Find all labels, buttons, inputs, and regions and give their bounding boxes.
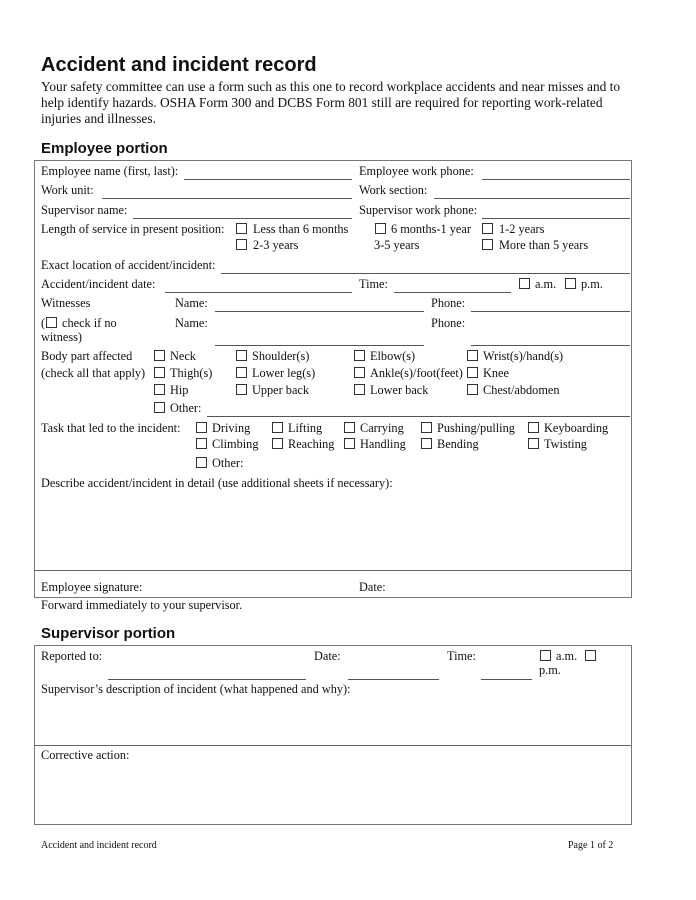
body-part-option: Wrist(s)/hand(s) xyxy=(483,349,564,363)
body-part-option: Elbow(s) xyxy=(370,349,416,363)
task-option: Lifting xyxy=(288,421,323,435)
service-less-6mo-checkbox[interactable] xyxy=(236,223,247,234)
body-part-option: Other: xyxy=(170,401,202,415)
reported-to-field[interactable] xyxy=(108,679,306,680)
supervisor-pm-label: p.m. xyxy=(539,663,561,677)
am-label: a.m. xyxy=(535,277,557,291)
employee-name-field[interactable] xyxy=(184,179,352,180)
signature-date-field[interactable] xyxy=(392,576,622,594)
page-title: Accident and incident record xyxy=(41,54,317,76)
am-checkbox[interactable] xyxy=(519,278,530,289)
task-option: Other: xyxy=(212,456,244,470)
employee-name-label: Employee name (first, last): xyxy=(41,164,179,178)
body-part-option: Chest/abdomen xyxy=(483,383,560,397)
task-option: Keyboarding xyxy=(544,421,609,435)
body-part-option: Hip xyxy=(170,383,189,397)
supervisor-work-phone-field[interactable] xyxy=(482,218,630,219)
body-knee-checkbox[interactable] xyxy=(467,367,478,378)
body-shoulder-checkbox[interactable] xyxy=(236,350,247,361)
service-option-label: 2-3 years xyxy=(253,238,299,252)
work-section-field[interactable] xyxy=(434,198,630,199)
body-part-option: Knee xyxy=(483,366,509,380)
intro-paragraph: Your safety committee can use a form such as this one to record workplace accidents and near misses and to help identify hazards. OSHA Form 300 and DCBS Form 801 still are required for reporting work-related injuries and illnesses. xyxy=(41,79,621,126)
supervisor-date-field[interactable] xyxy=(348,679,439,680)
task-climbing-checkbox[interactable] xyxy=(196,438,207,449)
incident-time-label: Time: xyxy=(359,277,388,291)
witness2-name-label: Name: xyxy=(175,316,208,330)
describe-textarea[interactable] xyxy=(41,492,626,568)
service-option-label: Less than 6 months xyxy=(253,222,349,236)
task-driving-checkbox[interactable] xyxy=(196,422,207,433)
witness1-name-field[interactable] xyxy=(215,311,424,312)
supervisor-date-label: Date: xyxy=(314,649,341,663)
incident-time-field[interactable] xyxy=(394,292,511,293)
divider xyxy=(34,570,631,571)
task-carrying-checkbox[interactable] xyxy=(344,422,355,433)
body-lower-leg-checkbox[interactable] xyxy=(236,367,247,378)
location-field[interactable] xyxy=(221,273,630,274)
work-unit-label: Work unit: xyxy=(41,183,94,197)
supervisor-description-textarea[interactable] xyxy=(41,698,626,742)
task-option: Bending xyxy=(437,437,479,451)
task-option: Reaching xyxy=(288,437,335,451)
witness2-phone-label: Phone: xyxy=(431,316,466,330)
body-part-option: Upper back xyxy=(252,383,310,397)
task-option: Twisting xyxy=(544,437,587,451)
service-option-label: 3-5 years xyxy=(374,238,420,252)
witness1-phone-label: Phone: xyxy=(431,296,466,310)
body-thigh-checkbox[interactable] xyxy=(154,367,165,378)
no-witness-label-cont: witness) xyxy=(41,330,82,344)
task-reaching-checkbox[interactable] xyxy=(272,438,283,449)
reported-to-label: Reported to: xyxy=(41,649,103,663)
body-wrist-hand-checkbox[interactable] xyxy=(467,350,478,361)
body-neck-checkbox[interactable] xyxy=(154,350,165,361)
body-other-field[interactable] xyxy=(207,416,630,417)
body-chest-abdomen-checkbox[interactable] xyxy=(467,384,478,395)
supervisor-description-label: Supervisor’s description of incident (what happened and why): xyxy=(41,682,351,696)
service-over-5yr-checkbox[interactable] xyxy=(482,239,493,250)
service-6mo-1yr-checkbox[interactable] xyxy=(375,223,386,234)
no-witness-checkbox[interactable] xyxy=(46,317,57,328)
service-option-label: 6 months-1 year xyxy=(391,222,471,236)
witnesses-label: Witnesses xyxy=(41,296,91,310)
corrective-action-label: Corrective action: xyxy=(41,748,130,762)
no-witness-label: check if no xyxy=(62,316,117,330)
body-upper-back-checkbox[interactable] xyxy=(236,384,247,395)
supervisor-name-label: Supervisor name: xyxy=(41,203,128,217)
work-section-label: Work section: xyxy=(359,183,428,197)
supervisor-am-label: a.m. xyxy=(556,649,578,663)
witness2-phone-field[interactable] xyxy=(471,345,630,346)
location-label: Exact location of accident/incident: xyxy=(41,258,216,272)
body-elbow-checkbox[interactable] xyxy=(354,350,365,361)
body-part-option: Neck xyxy=(170,349,196,363)
employee-signature-field[interactable] xyxy=(150,576,350,594)
corrective-action-textarea[interactable] xyxy=(41,764,626,820)
service-length-label: Length of service in present position: xyxy=(41,222,225,236)
body-other-checkbox[interactable] xyxy=(154,402,165,413)
body-part-option: Lower back xyxy=(370,383,429,397)
body-part-option: Thigh(s) xyxy=(170,366,213,380)
incident-date-label: Accident/incident date: xyxy=(41,277,156,291)
supervisor-time-field[interactable] xyxy=(481,679,532,680)
supervisor-name-field[interactable] xyxy=(133,218,352,219)
body-part-option: Shoulder(s) xyxy=(252,349,310,363)
pm-checkbox[interactable] xyxy=(565,278,576,289)
signature-date-label: Date: xyxy=(359,580,386,594)
task-option: Climbing xyxy=(212,437,259,451)
task-option: Carrying xyxy=(360,421,404,435)
task-option: Pushing/pulling xyxy=(437,421,515,435)
divider xyxy=(34,745,631,746)
employee-work-phone-field[interactable] xyxy=(482,179,630,180)
task-lifting-checkbox[interactable] xyxy=(272,422,283,433)
body-part-sublabel: (check all that apply) xyxy=(41,366,146,380)
body-part-option: Lower leg(s) xyxy=(252,366,316,380)
body-ankle-foot-checkbox[interactable] xyxy=(354,367,365,378)
body-part-option: Ankle(s)/foot(feet) xyxy=(370,366,463,380)
page-number: Page 1 of 2 xyxy=(568,840,614,851)
witness1-name-label: Name: xyxy=(175,296,208,310)
task-keyboarding-checkbox[interactable] xyxy=(528,422,539,433)
supervisor-am-checkbox[interactable] xyxy=(540,650,551,661)
supervisor-time-label: Time: xyxy=(447,649,476,663)
witness1-phone-field[interactable] xyxy=(471,311,630,312)
forward-note: Forward immediately to your supervisor. xyxy=(41,598,243,612)
body-lower-back-checkbox[interactable] xyxy=(354,384,365,395)
describe-label: Describe accident/incident in detail (use additional sheets if necessary): xyxy=(41,476,393,490)
employee-section-heading: Employee portion xyxy=(41,140,168,157)
service-option-label: More than 5 years xyxy=(499,238,589,252)
service-option-label: 1-2 years xyxy=(499,222,545,236)
employee-work-phone-label: Employee work phone: xyxy=(359,164,474,178)
work-unit-field[interactable] xyxy=(102,198,352,199)
task-other-checkbox[interactable] xyxy=(196,457,207,468)
task-option: Handling xyxy=(360,437,406,451)
supervisor-work-phone-label: Supervisor work phone: xyxy=(359,203,478,217)
no-witness-paren: ( xyxy=(41,316,46,330)
task-pushing-pulling-checkbox[interactable] xyxy=(421,422,432,433)
task-bending-checkbox[interactable] xyxy=(421,438,432,449)
service-2-3yr-checkbox[interactable] xyxy=(236,239,247,250)
task-option: Driving xyxy=(212,421,251,435)
supervisor-section-heading: Supervisor portion xyxy=(41,625,176,642)
body-hip-checkbox[interactable] xyxy=(154,384,165,395)
pm-label: p.m. xyxy=(581,277,603,291)
task-twisting-checkbox[interactable] xyxy=(528,438,539,449)
body-part-label: Body part affected xyxy=(41,349,133,363)
witness2-name-field[interactable] xyxy=(215,345,424,346)
task-handling-checkbox[interactable] xyxy=(344,438,355,449)
footer-title: Accident and incident record xyxy=(41,840,157,851)
service-1-2yr-checkbox[interactable] xyxy=(482,223,493,234)
task-label: Task that led to the incident: xyxy=(41,421,181,435)
supervisor-pm-checkbox[interactable] xyxy=(585,650,596,661)
employee-signature-label: Employee signature: xyxy=(41,580,143,594)
incident-date-field[interactable] xyxy=(165,292,352,293)
